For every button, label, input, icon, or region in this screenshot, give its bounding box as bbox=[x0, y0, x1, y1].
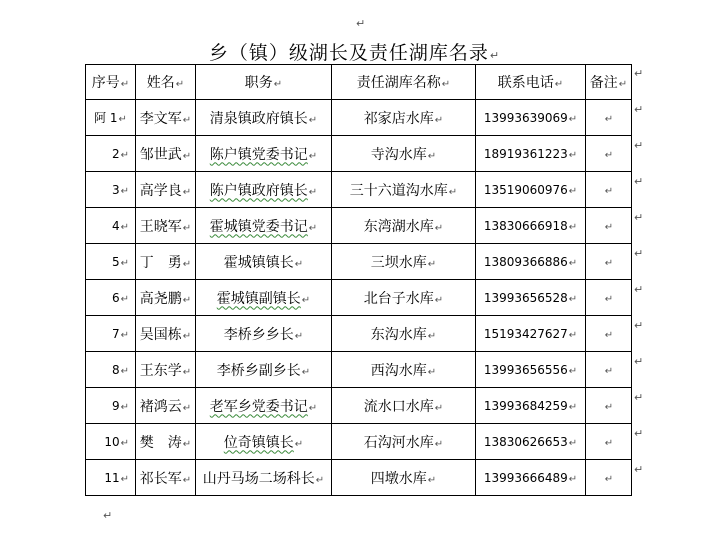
cell-post: 霍城镇镇长↵ bbox=[196, 244, 332, 280]
end-paragraph-mark: ↵ bbox=[103, 509, 113, 522]
cell-name: 樊 涛↵ bbox=[136, 424, 196, 460]
cell-note: ↵ bbox=[586, 316, 632, 352]
row-end-mark: ↵ bbox=[634, 427, 644, 440]
cell-number: 4↵ bbox=[86, 208, 136, 244]
title-text: 乡（镇）级湖长及责任湖库名录 bbox=[208, 42, 489, 64]
table-row bbox=[86, 316, 632, 352]
row-end-mark: ↵ bbox=[634, 211, 644, 224]
cell-phone: 13830626653↵ bbox=[476, 424, 586, 460]
cell-lake: 三坝水库↵ bbox=[332, 244, 476, 280]
cell-note: ↵ bbox=[586, 100, 632, 136]
cell-post: 山丹马场二场科长↵ bbox=[196, 460, 332, 496]
cell-phone: 13993656528↵ bbox=[476, 280, 586, 316]
table-row bbox=[86, 208, 632, 244]
cell-note: ↵ bbox=[586, 280, 632, 316]
row-end-mark: ↵ bbox=[634, 391, 644, 404]
cell-post: 霍城镇党委书记↵ bbox=[196, 208, 332, 244]
top-paragraph-mark: ↵ bbox=[356, 17, 366, 30]
cell-post: 位奇镇镇长↵ bbox=[196, 424, 332, 460]
cell-phone: 13809366886↵ bbox=[476, 244, 586, 280]
header-cell: 责任湖库名称↵ bbox=[332, 65, 476, 100]
lake-chief-table bbox=[85, 64, 632, 496]
cell-name: 高尧鹏↵ bbox=[136, 280, 196, 316]
header-cell: 备注↵ bbox=[586, 65, 632, 100]
row-end-mark: ↵ bbox=[634, 175, 644, 188]
cell-number: 9↵ bbox=[86, 388, 136, 424]
cell-lake: 祁家店水库↵ bbox=[332, 100, 476, 136]
cell-note: ↵ bbox=[586, 208, 632, 244]
table-row bbox=[86, 244, 632, 280]
cell-post: 李桥乡副乡长↵ bbox=[196, 352, 332, 388]
cell-lake: 寺沟水库↵ bbox=[332, 136, 476, 172]
cell-post: 陈户镇党委书记↵ bbox=[196, 136, 332, 172]
cell-note: ↵ bbox=[586, 172, 632, 208]
cell-name: 褚鸿云↵ bbox=[136, 388, 196, 424]
cell-phone: 13993656556↵ bbox=[476, 352, 586, 388]
cell-lake: 北台子水库↵ bbox=[332, 280, 476, 316]
cell-name: 王晓军↵ bbox=[136, 208, 196, 244]
table-row bbox=[86, 280, 632, 316]
cell-post: 李桥乡乡长↵ bbox=[196, 316, 332, 352]
cell-lake: 东湾湖水库↵ bbox=[332, 208, 476, 244]
header-cell: 职务↵ bbox=[196, 65, 332, 100]
cell-name: 吴国栋↵ bbox=[136, 316, 196, 352]
cell-phone: 13993639069↵ bbox=[476, 100, 586, 136]
row-end-mark: ↵ bbox=[634, 355, 644, 368]
cell-phone: 13830666918↵ bbox=[476, 208, 586, 244]
cell-name: 祁长军↵ bbox=[136, 460, 196, 496]
cell-number: 2↵ bbox=[86, 136, 136, 172]
table-row bbox=[86, 172, 632, 208]
cell-note: ↵ bbox=[586, 424, 632, 460]
document-title bbox=[0, 38, 709, 65]
row-end-mark: ↵ bbox=[634, 463, 644, 476]
cell-lake: 流水口水库↵ bbox=[332, 388, 476, 424]
cell-name: 丁 勇↵ bbox=[136, 244, 196, 280]
cell-number: 10↵ bbox=[86, 424, 136, 460]
cell-phone: 13993684259↵ bbox=[476, 388, 586, 424]
cell-post: 霍城镇副镇长↵ bbox=[196, 280, 332, 316]
cell-lake: 三十六道沟水库↵ bbox=[332, 172, 476, 208]
cell-note: ↵ bbox=[586, 460, 632, 496]
cell-phone: 13993666489↵ bbox=[476, 460, 586, 496]
cell-lake: 石沟河水库↵ bbox=[332, 424, 476, 460]
row-end-mark: ↵ bbox=[634, 319, 644, 332]
table-row bbox=[86, 352, 632, 388]
cell-lake: 东沟水库↵ bbox=[332, 316, 476, 352]
cell-number: 5↵ bbox=[86, 244, 136, 280]
header-cell: 姓名↵ bbox=[136, 65, 196, 100]
header-cell: 序号↵ bbox=[86, 65, 136, 100]
cell-note: ↵ bbox=[586, 136, 632, 172]
table-row bbox=[86, 424, 632, 460]
header-cell: 联系电话↵ bbox=[476, 65, 586, 100]
row-end-mark: ↵ bbox=[634, 247, 644, 260]
table-row bbox=[86, 460, 632, 496]
cell-number: 阿 1↵ bbox=[86, 100, 136, 136]
cell-post: 清泉镇政府镇长↵ bbox=[196, 100, 332, 136]
title-paragraph-mark: ↵ bbox=[489, 49, 501, 62]
row-end-mark: ↵ bbox=[634, 139, 644, 152]
cell-name: 李文军↵ bbox=[136, 100, 196, 136]
cell-note: ↵ bbox=[586, 388, 632, 424]
table-row bbox=[86, 136, 632, 172]
cell-lake: 四墩水库↵ bbox=[332, 460, 476, 496]
table-header-row bbox=[86, 65, 632, 100]
cell-note: ↵ bbox=[586, 244, 632, 280]
cell-note: ↵ bbox=[586, 352, 632, 388]
cell-number: 7↵ bbox=[86, 316, 136, 352]
cell-lake: 西沟水库↵ bbox=[332, 352, 476, 388]
row-end-mark: ↵ bbox=[634, 103, 644, 116]
table-body bbox=[86, 100, 632, 496]
cell-phone: 13519060976↵ bbox=[476, 172, 586, 208]
row-end-mark: ↵ bbox=[634, 283, 644, 296]
cell-name: 邹世武↵ bbox=[136, 136, 196, 172]
cell-name: 王东学↵ bbox=[136, 352, 196, 388]
cell-name: 高学良↵ bbox=[136, 172, 196, 208]
cell-number: 11↵ bbox=[86, 460, 136, 496]
cell-number: 3↵ bbox=[86, 172, 136, 208]
cell-phone: 15193427627↵ bbox=[476, 316, 586, 352]
cell-post: 陈户镇政府镇长↵ bbox=[196, 172, 332, 208]
cell-number: 6↵ bbox=[86, 280, 136, 316]
cell-phone: 18919361223↵ bbox=[476, 136, 586, 172]
table-row bbox=[86, 388, 632, 424]
cell-number: 8↵ bbox=[86, 352, 136, 388]
cell-post: 老军乡党委书记↵ bbox=[196, 388, 332, 424]
table-row bbox=[86, 100, 632, 136]
row-end-mark: ↵ bbox=[634, 67, 644, 80]
